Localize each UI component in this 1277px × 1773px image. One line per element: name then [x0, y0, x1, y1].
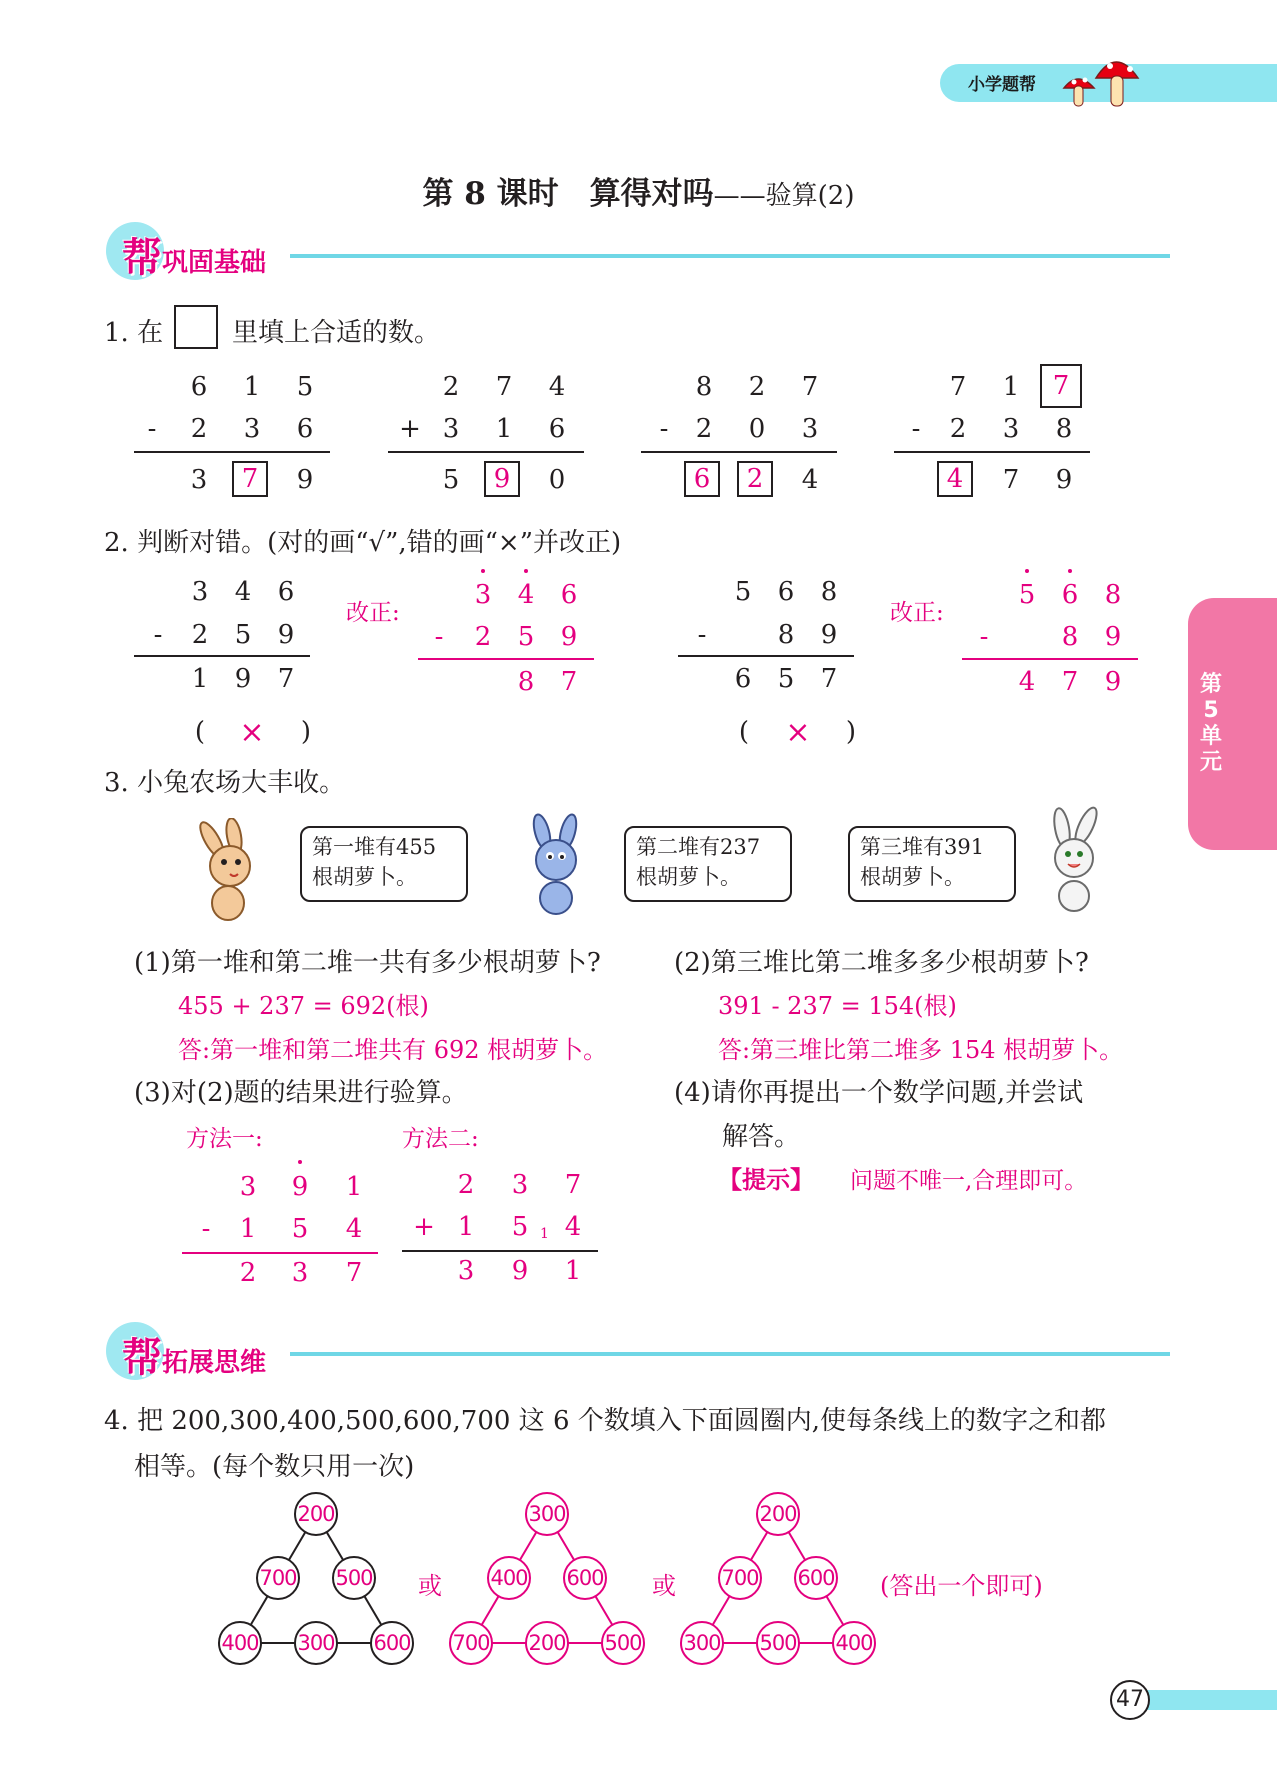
digit: 8 — [777, 620, 795, 650]
q3-sub1-equation: 455 + 237 = 692(根) — [178, 992, 429, 1020]
hint-text: 问题不唯一,合理即可。 — [850, 1168, 1088, 1194]
operator: - — [434, 622, 444, 652]
paren: ( — [738, 717, 750, 747]
digit: 2 — [474, 622, 492, 652]
lesson-title-main: 第 8 课时 算得对吗 — [422, 176, 714, 212]
digit: 9 — [1055, 465, 1073, 495]
q3-sub4-question-line1: (4)请你再提出一个数学问题,并尝试 — [674, 1078, 1084, 1108]
circle-node[interactable]: 300 — [294, 1621, 338, 1665]
answer-box[interactable]: 7 — [1040, 364, 1082, 408]
q4-note: (答出一个即可) — [880, 1572, 1043, 1600]
digit: 6 — [548, 414, 566, 444]
digit: 8 — [1061, 622, 1079, 652]
digit: 7 — [345, 1258, 363, 1288]
digit: 6 — [296, 414, 314, 444]
unit-char: 第 — [1199, 672, 1222, 697]
section-text: 巩固基础 — [162, 248, 267, 278]
digit: 5 — [442, 465, 460, 495]
digit: 5 — [291, 1214, 309, 1244]
digit: 7 — [949, 372, 967, 402]
fix-label: 改正: — [890, 600, 944, 626]
digit: 7 — [560, 667, 578, 697]
unit-char: 单 — [1199, 724, 1222, 749]
digit: 4 — [548, 372, 566, 402]
digit: 1 — [345, 1172, 363, 1202]
operator: - — [659, 414, 669, 444]
digit: 1 — [457, 1212, 475, 1242]
digit: 8 — [1055, 414, 1073, 444]
circle-node[interactable]: 700 — [449, 1621, 493, 1665]
digit: 9 — [511, 1256, 529, 1286]
brand-label: 小学题帮 — [968, 75, 1036, 95]
unit-char: 元 — [1199, 750, 1222, 775]
bubble-line: 根胡萝卜。 — [636, 865, 741, 889]
method-1-label: 方法一: — [186, 1126, 263, 1152]
digit: 6 — [560, 580, 578, 610]
bubble-line: 根胡萝卜。 — [312, 865, 417, 889]
digit: 7 — [277, 664, 295, 694]
carry-digit: 1 — [540, 1226, 549, 1242]
digit: 9 — [820, 620, 838, 650]
digit: 6 — [734, 664, 752, 694]
answer-box[interactable]: 2 — [737, 461, 773, 497]
digit: 4 — [345, 1214, 363, 1244]
q3-sub2-answer: 答:第三堆比第二堆多 154 根胡萝卜。 — [718, 1036, 1124, 1064]
digit: 7 — [801, 372, 819, 402]
digit: 4 — [517, 580, 535, 610]
digit: 9 — [296, 465, 314, 495]
digit: 6 — [190, 372, 208, 402]
digit: 9 — [1104, 622, 1122, 652]
section-text: 拓展思维 — [162, 1348, 267, 1378]
q3-sub4-question-line2: 解答。 — [722, 1122, 801, 1152]
hint-label: 【提示】 — [718, 1165, 814, 1194]
digit: 6 — [1061, 580, 1079, 610]
circle-node[interactable]: 700 — [718, 1556, 762, 1600]
q3-sub2-question: (2)第三堆比第二堆多多少根胡萝卜? — [674, 948, 1089, 978]
circle-node[interactable]: 400 — [487, 1556, 531, 1600]
answer-box[interactable]: 7 — [232, 461, 268, 497]
digit: 4 — [801, 465, 819, 495]
digit: 1 — [564, 1256, 582, 1286]
digit: 9 — [291, 1172, 309, 1202]
digit: 2 — [442, 372, 460, 402]
digit: 3 — [474, 580, 492, 610]
q3-label: 3. 小兔农场大丰收。 — [104, 768, 346, 798]
digit: 2 — [190, 414, 208, 444]
circle-node[interactable]: 200 — [525, 1621, 569, 1665]
digit: 9 — [560, 622, 578, 652]
circle-node[interactable]: 300 — [680, 1621, 724, 1665]
unit-char: 5 — [1203, 698, 1219, 723]
digit: 7 — [1002, 465, 1020, 495]
q4-line1: 4. 把 200,300,400,500,600,700 这 6 个数填入下面圆圈内,使每条线上的数字之和都 — [104, 1406, 1107, 1436]
digit: 8 — [517, 667, 535, 697]
circle-node[interactable]: 400 — [832, 1621, 876, 1665]
circle-node[interactable]: 700 — [256, 1556, 300, 1600]
circle-node[interactable]: 600 — [563, 1556, 607, 1600]
digit: 3 — [291, 1258, 309, 1288]
operator: - — [911, 414, 921, 444]
digit: 3 — [801, 414, 819, 444]
operator: - — [697, 620, 707, 650]
page-number: 47 — [1110, 1680, 1150, 1720]
circle-node[interactable]: 200 — [294, 1492, 338, 1536]
digit: 8 — [1104, 580, 1122, 610]
paren: ) — [845, 717, 857, 747]
bubble-line: 第三堆有391 — [860, 835, 985, 859]
q3-sub1-answer: 答:第一堆和第二堆共有 692 根胡萝卜。 — [178, 1036, 608, 1064]
paren: ( — [194, 717, 206, 747]
circle-node[interactable]: 200 — [756, 1492, 800, 1536]
digit: 7 — [495, 372, 513, 402]
operator: - — [153, 620, 163, 650]
digit: 4 — [234, 577, 252, 607]
circle-node[interactable]: 600 — [794, 1556, 838, 1600]
digit: 5 — [296, 372, 314, 402]
footer-band — [1140, 1690, 1277, 1710]
digit: 4 — [564, 1212, 582, 1242]
digit: 7 — [564, 1170, 582, 1200]
digit: 5 — [1018, 580, 1036, 610]
circle-node[interactable]: 400 — [218, 1621, 262, 1665]
digit: 9 — [234, 664, 252, 694]
digit: 5 — [234, 620, 252, 650]
answer-box[interactable]: 4 — [937, 461, 973, 497]
operator: - — [147, 414, 157, 444]
operator: - — [979, 622, 989, 652]
digit: 7 — [1061, 667, 1079, 697]
digit: 2 — [695, 414, 713, 444]
digit: 8 — [820, 577, 838, 607]
paren: ) — [300, 717, 312, 747]
answer-box[interactable]: 6 — [684, 461, 720, 497]
bubble-line: 第二堆有237 — [636, 835, 761, 859]
digit: 8 — [695, 372, 713, 402]
digit: 3 — [239, 1172, 257, 1202]
digit: 2 — [949, 414, 967, 444]
q3-sub1-question: (1)第一堆和第二堆一共有多少根胡萝卜? — [134, 948, 601, 978]
digit: 1 — [1002, 372, 1020, 402]
digit: 1 — [243, 372, 261, 402]
digit: 5 — [734, 577, 752, 607]
q2-label: 2. 判断对错。(对的画“√”,错的画“×”并改正) — [104, 528, 622, 558]
digit: 9 — [1104, 667, 1122, 697]
section-char: 帮 — [122, 1335, 162, 1381]
digit: 6 — [277, 577, 295, 607]
digit: 2 — [457, 1170, 475, 1200]
digit: 2 — [239, 1258, 257, 1288]
fix-label: 改正: — [346, 600, 400, 626]
digit: 3 — [1002, 414, 1020, 444]
digit: 5 — [511, 1212, 529, 1242]
digit: 3 — [511, 1170, 529, 1200]
q1-label-post: 里填上合适的数。 — [232, 318, 441, 348]
bubble-line: 根胡萝卜。 — [860, 865, 965, 889]
digit: 2 — [748, 372, 766, 402]
answer-box[interactable]: 9 — [484, 461, 520, 497]
judgement-mark[interactable]: × — [239, 715, 265, 750]
circle-node[interactable]: 500 — [756, 1621, 800, 1665]
digit: 0 — [548, 465, 566, 495]
digit: 3 — [243, 414, 261, 444]
judgement-mark[interactable]: × — [785, 715, 811, 750]
digit: 5 — [777, 664, 795, 694]
digit: 5 — [517, 622, 535, 652]
operator: + — [413, 1212, 435, 1242]
digit: 1 — [191, 664, 209, 694]
method-2-label: 方法二: — [402, 1126, 479, 1152]
q1-label-pre: 1. 在 — [104, 318, 164, 348]
lesson-title-sub: ——验算(2) — [713, 181, 855, 211]
digit: 1 — [239, 1214, 257, 1244]
circle-node[interactable]: 300 — [525, 1492, 569, 1536]
q4-line2: 相等。(每个数只用一次) — [134, 1452, 415, 1482]
digit: 3 — [457, 1256, 475, 1286]
operator: - — [201, 1214, 211, 1244]
or-label: 或 — [652, 1572, 676, 1600]
digit: 7 — [820, 664, 838, 694]
digit: 0 — [748, 414, 766, 444]
circle-node[interactable]: 500 — [332, 1556, 376, 1600]
digit: 3 — [442, 414, 460, 444]
q3-sub2-equation: 391 - 237 = 154(根) — [718, 992, 957, 1020]
q3-sub3-question: (3)对(2)题的结果进行验算。 — [134, 1078, 468, 1108]
digit: 9 — [277, 620, 295, 650]
bubble-line: 第一堆有455 — [312, 835, 437, 859]
digit: 4 — [1018, 667, 1036, 697]
section-char: 帮 — [122, 235, 162, 281]
operator: + — [399, 414, 421, 444]
digit: 6 — [777, 577, 795, 607]
or-label: 或 — [418, 1572, 442, 1600]
circle-node[interactable]: 500 — [601, 1621, 645, 1665]
digit: 3 — [190, 465, 208, 495]
digit: 3 — [191, 577, 209, 607]
digit: 1 — [495, 414, 513, 444]
digit: 2 — [191, 620, 209, 650]
circle-node[interactable]: 600 — [370, 1621, 414, 1665]
